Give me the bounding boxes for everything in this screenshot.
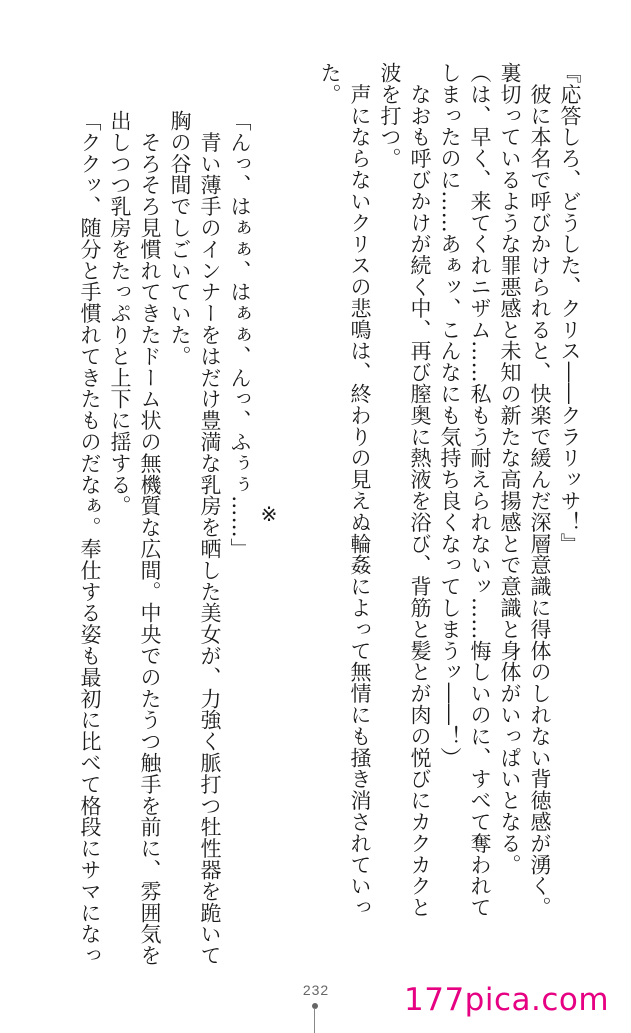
text-line: （は、早く、来てくれニザム……私もう耐えられないッ……悔しいのに、すべて奪われて xyxy=(468,62,492,918)
text-line: 「んっ、はぁぁ、はぁぁ、んっ、ふぅぅ……」 xyxy=(228,110,252,560)
page-marker-dot xyxy=(312,1003,318,1009)
text-line: 胸の谷間でしごいていた。 xyxy=(168,110,192,367)
text-line: 青い薄手のインナーをはだけ豊満な乳房を晒した美女が、力強く脈打つ牡性器を跪いて xyxy=(198,110,222,966)
text-line: た。 xyxy=(318,62,342,105)
text-line: 彼に本名で呼びかけられると、快楽で緩んだ深層意識に得体のしれない背徳感が湧く。 xyxy=(528,62,552,918)
text-line: 裏切っているような罪悪感と未知の新たな高揚感とで意識と身体がいっぱいとなる。 xyxy=(498,62,522,876)
text-line: 出しつつ乳房をたっぷりと上下に揺する。 xyxy=(108,110,132,517)
text-line: 声にならないクリスの悲鳴は、終わりの見えぬ輪姦によって無情にも掻き消されていっ xyxy=(348,62,372,918)
watermark: 177pica.com xyxy=(404,982,610,1018)
text-line: 『応答しろ、どうした、クリス――クラリッサ！』 xyxy=(558,62,582,555)
text-line: 「ククッ、随分と手慣れてきたものだなぁ。奉仕する姿も最初に比べて格段にサマになっ xyxy=(78,110,102,966)
text-line: なおも呼びかけが続く中、再び膣奥に熱液を浴び、背筋と髪とが肉の悦びにカクカクと xyxy=(408,62,432,918)
scene-break-marker: ※ xyxy=(260,502,278,526)
page-marker-line xyxy=(314,1008,315,1033)
text-line: そろそろ見慣れてきたドーム状の無機質な広間。中央でのたうつ触手を前に、雰囲気を xyxy=(138,110,162,966)
text-line: 波を打つ。 xyxy=(378,62,402,169)
page-number: 232 xyxy=(302,982,330,998)
text-line: しまったのに……あぁッ、こんなにも気持ち良くなってしまうッ――！） xyxy=(438,62,462,769)
